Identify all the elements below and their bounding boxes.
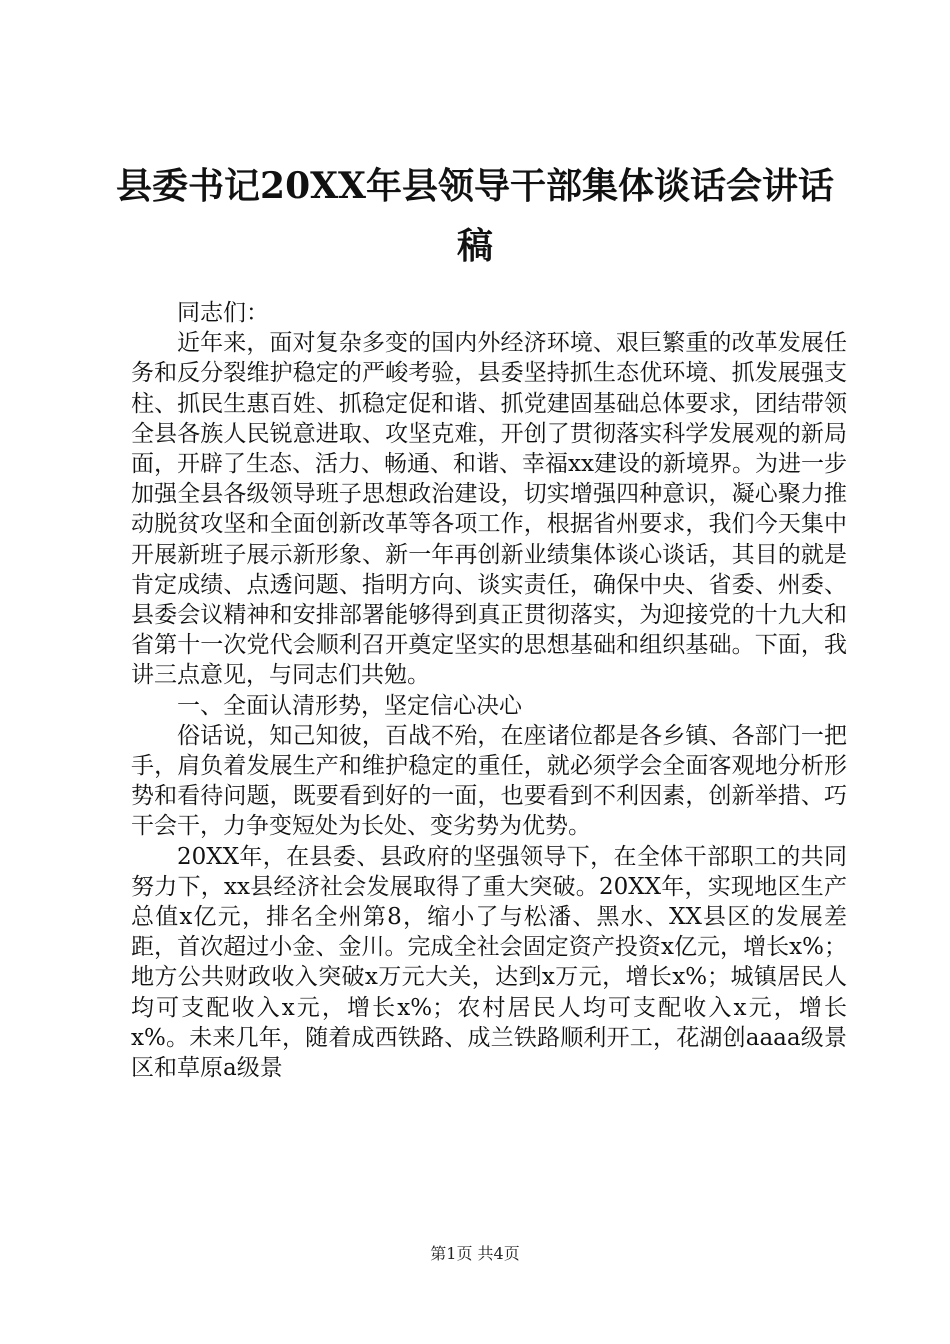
page-number: 第1页 [430, 1244, 473, 1263]
body-paragraph: 20XX年，在县委、县政府的坚强领导下，在全体干部职工的共同努力下，xx县经济社会发展取得了重大突破。20XX年，实现地区生产总值x亿元，排名全州第8，缩小了与松潘、黑水、XX县区的发展差距，首次超过小金、金川。完成全社会固定资产投资x亿元，增长x%；地方公共财政收入突破x万元大关，达到x万元，增长x%；城镇居民人均可支配收入x元，增长x%；农村居民人均可支配收入x元，增长x%。未来几年，随着成西铁路、成兰铁路顺利开工，花湖创aaaa级景区和草原a级景 [131, 843, 847, 1082]
salutation-paragraph: 同志们： [177, 300, 269, 326]
document-title: 县委书记20XX年县领导干部集体谈话会讲话稿 [116, 165, 834, 267]
section-heading-1: 一、全面认清形势，坚定信心决心 [177, 692, 522, 719]
document-body [131, 298, 847, 1083]
intro-paragraph: 近年来，面对复杂多变的国内外经济环境、艰巨繁重的改革发展任务和反分裂维护稳定的严峻考验，县委坚持抓生态优环境、抓发展强支柱、抓民生惠百姓、抓稳定促和谐、抓党建固基础总体要求，团结带领全县各族人民锐意进取、攻坚克难，开创了贯彻落实科学发展观的新局面，开辟了生态、活力、畅通、和谐、幸福xx建设的新境界。为进一步加强全县各级领导班子思想政治建设，切实增强四种意识，凝心聚力推动脱贫攻坚和全面创新改革等各项工作，根据省州要求，我们今天集中开展新班子展示新形象、新一年再创新业绩集体谈心谈话，其目的就是肯定成绩、点透问题、指明方向、谈实责任，确保中央、省委、州委、县委会议精神和安排部署能够得到真正贯彻落实，为迎接党的十九大和省第十一次党代会顺利召开奠定坚实的思想基础和组织基础。下面，我讲三点意见，与同志们共勉。 [131, 330, 847, 689]
page-footer [0, 1244, 950, 1264]
page-total: 共4页 [477, 1244, 520, 1263]
body-paragraph: 俗话说，知己知彼，百战不殆，在座诸位都是各乡镇、各部门一把手，肩负着发展生产和维护稳定的重任，就必须学会全面客观地分析形势和看待问题，既要看到好的一面，也要看到不利因素，创新举措、巧干会干，力争变短处为长处、变劣势为优势。 [131, 722, 847, 840]
